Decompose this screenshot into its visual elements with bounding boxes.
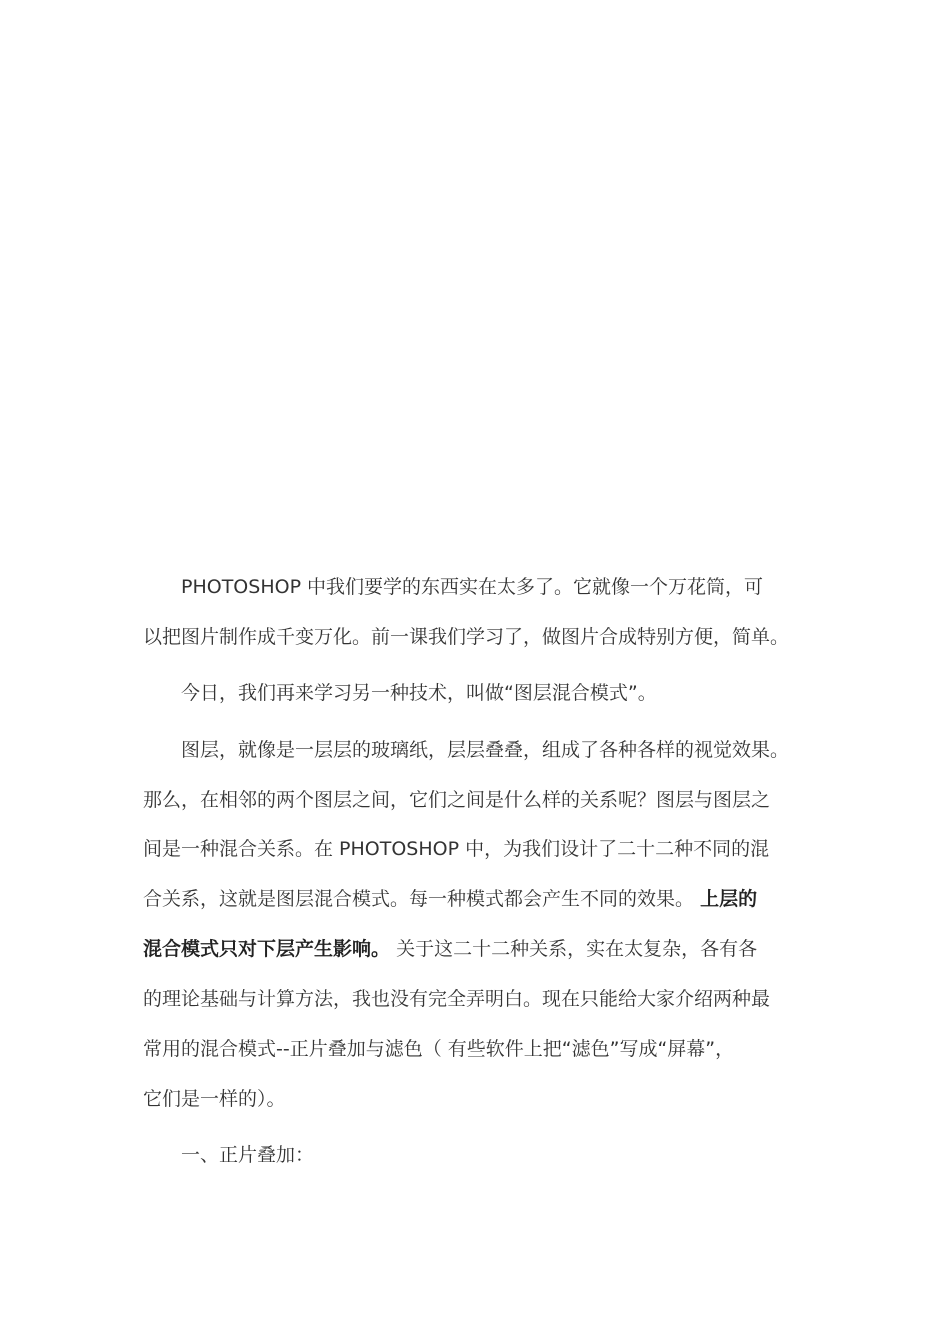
paragraph-3-line-4-text: 合关系，这就是图层混合模式。每一种模式都会产生不同的效果。 xyxy=(143,888,695,910)
paragraph-3-line-4 xyxy=(143,874,757,924)
emphasis-text: 上层的 xyxy=(700,888,758,910)
section-heading: 一、正片叠加： xyxy=(181,1144,315,1166)
paragraph-3-line-6: 的理论基础与计算方法，我也没有完全弄明白。现在只能给大家介绍两种最 xyxy=(143,988,771,1010)
paragraph-1-line-2: 以把图片制作成千变万化。前一课我们学习了，做图片合成特别方便，简单。 xyxy=(143,626,790,648)
paragraph-3-line-8: 它们是一样的）。 xyxy=(143,1088,286,1110)
paragraph-3-line-2: 那么，在相邻的两个图层之间，它们之间是什么样的关系呢？图层与图层之 xyxy=(143,789,771,811)
paragraph-2-line-1: 今日，我们再来学习另一种技术，叫做“图层混合模式”。 xyxy=(181,682,657,704)
paragraph-3-line-5 xyxy=(143,924,757,974)
paragraph-3-line-7: 常用的混合模式--正片叠加与滤色（ 有些软件上把“滤色”写成“屏幕”， xyxy=(143,1038,735,1060)
paragraph-3-line-3: 间是一种混合关系。在 PHOTOSHOP 中，为我们设计了二十二种不同的混 xyxy=(143,838,770,860)
paragraph-3-line-5-text: 关于这二十二种关系，实在太复杂，各有各 xyxy=(396,938,758,960)
paragraph-1-line-1: PHOTOSHOP 中我们要学的东西实在太多了。它就像一个万花筒，可 xyxy=(181,576,764,598)
emphasis-text: 混合模式只对下层产生影响。 xyxy=(143,938,391,960)
paragraph-3-line-1: 图层，就像是一层层的玻璃纸，层层叠叠，组成了各种各样的视觉效果。 xyxy=(181,739,790,761)
